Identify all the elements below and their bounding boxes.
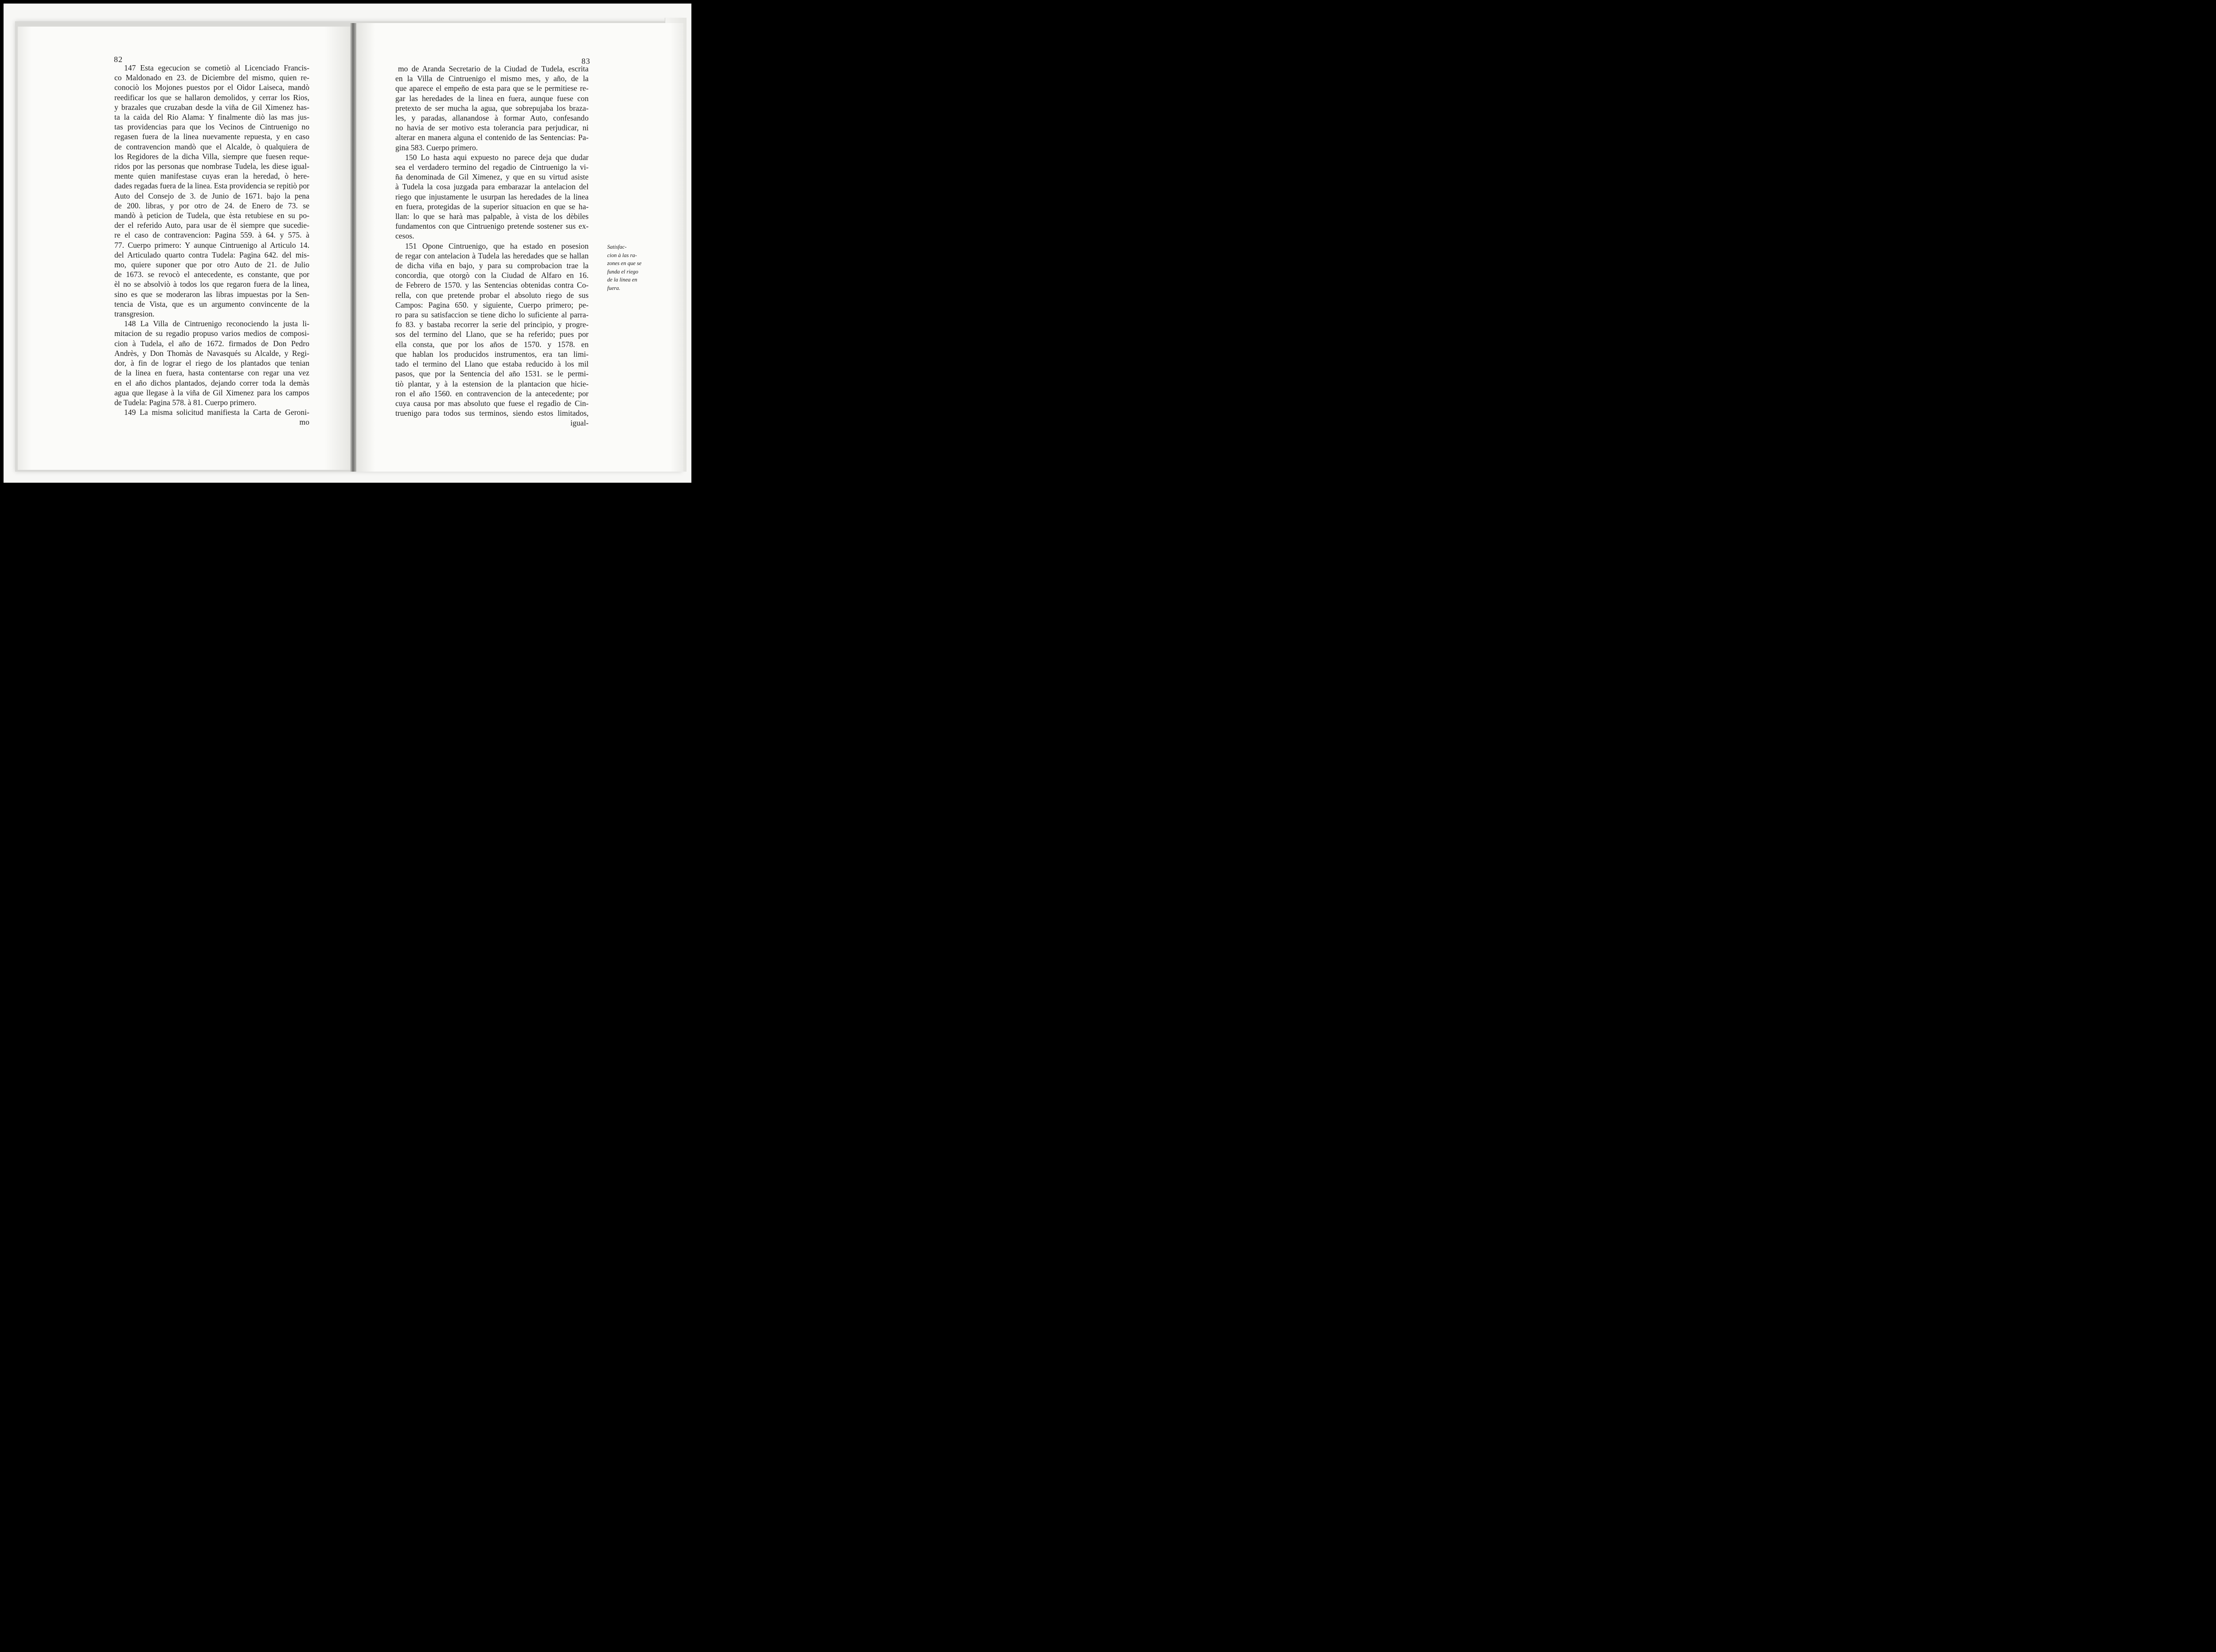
- text-line: Auto del Consejo de 3. de Junio de 1671. bajo la pena: [114, 191, 309, 200]
- text-line: de 1673. se revocò el antecedente, es constante, que por: [114, 270, 309, 279]
- marginal-note-line: funda el riego: [607, 268, 639, 275]
- text-line: pasos, que por la Sentencia del año 1531. se le permi-: [395, 369, 589, 379]
- marginal-note-line: de la linea en: [607, 277, 637, 283]
- text-line: à Tudela la cosa juzgada para embarazar la antelacion del: [395, 182, 589, 191]
- text-line: 147 Esta egecucion se cometiò al Licenciado Francis-: [124, 63, 309, 72]
- text-line: mo, quiere suponer que por otro Auto de 21. de Julio: [114, 260, 309, 269]
- text-line: mo de Aranda Secretario de la Ciudad de Tudela, escrita: [398, 64, 589, 73]
- text-line: llan: lo que se harà mas palpable, à vista de los dèbiles: [395, 212, 589, 221]
- text-line: 151 Opone Cintruenigo, que ha estado en posesion: [405, 241, 589, 250]
- text-line: sino es que se moderaron las libras impuestas por la Sen-: [114, 289, 309, 299]
- text-line: gar las heredades de la linea en fuera, aunque fuese con: [395, 94, 589, 103]
- text-line: conociò los Mojones puestos por el Oìdor Laiseca, mandò: [114, 83, 309, 92]
- text-line: cion à Tudela, el año de 1672. firmados de Don Pedro: [114, 339, 309, 348]
- text-line: riego que injustamente le usurpan las heredades de la linea: [395, 192, 589, 201]
- text-line: mo: [299, 418, 309, 427]
- text-line: regasen fuera de la linea nuevamente repuesta, y en caso: [114, 132, 309, 141]
- text-line: igual-: [570, 418, 589, 428]
- text-line: gina 583. Cuerpo primero.: [395, 143, 478, 152]
- right-page-text: [395, 64, 589, 428]
- left-page-number: 82: [114, 55, 123, 64]
- text-line: no havia de ser motivo esta tolerancia para perjudicar, ni: [395, 123, 589, 133]
- text-line: ella consta, que por los años de 1570. y 1578. en: [395, 340, 589, 349]
- text-line: fundamentos con que Cintruenigo pretende sostener sus ex-: [395, 222, 589, 231]
- text-line: tas providencias para que los Vecinos de Cintruenigo no: [114, 122, 309, 132]
- marginal-note-line: cion à las ra-: [607, 252, 637, 258]
- text-line: los Regidores de la dicha Villa, siempre que fuesen reque-: [114, 152, 309, 161]
- text-line: que hablan los producidos instrumentos, era tan limi-: [395, 349, 589, 359]
- text-line: y brazales que cruzaban desde la viña de Gil Ximenez has-: [114, 102, 309, 112]
- text-line: sea el verdadero termino del regadio de Cintruenigo la vi-: [395, 163, 589, 172]
- text-line: fo 83. y bastaba recorrer la serie del principio, y progre-: [395, 320, 589, 329]
- text-line: en la Villa de Cintruenigo el mismo mes, y año, de la: [395, 74, 589, 83]
- text-line: dor, à fin de lograr el riego de los plantados que tenian: [114, 359, 309, 368]
- text-line: transgresion.: [114, 309, 155, 319]
- text-line: pretexto de ser mucha la agua, que sobrepujaba los braza-: [395, 103, 589, 113]
- text-line: concordia, que otorgò con la Ciudad de Alfaro en 16.: [395, 271, 589, 280]
- text-line: de contravencion mandò que el Alcalde, ò qualquiera de: [114, 142, 309, 151]
- text-line: mitacion de su regadio propuso varios medios de composi-: [114, 329, 309, 338]
- left-page-text: [114, 63, 309, 427]
- text-line: en fuera, protegidas de la superior situacion en que se ha-: [395, 202, 589, 211]
- text-line: ridos por las personas que nombrase Tudela, les diese igual-: [114, 162, 309, 171]
- text-line: de Febrero de 1570. y las Sentencias obtenidas contra Co-: [395, 281, 589, 290]
- marginal-note: [607, 243, 642, 292]
- marginal-note-line: zones en que se: [607, 260, 642, 266]
- text-line: mente quien manifestase cuyas eran la heredad, ò here-: [114, 172, 309, 181]
- text-line: tiò plantar, y à la estension de la plantacion que hicie-: [395, 379, 589, 388]
- text-line: de dicha viña en bajo, y para su comprobacion trae la: [395, 261, 589, 270]
- text-line: 148 La Villa de Cintruenigo reconociendo la justa li-: [124, 319, 309, 328]
- text-line: 150 Lo hasta aqui expuesto no parece deja que dudar: [405, 152, 589, 162]
- marginal-note-line: Satisfac-: [607, 244, 627, 250]
- text-line: ron el año 1560. en contravencion de la antecedente; por: [395, 389, 589, 398]
- text-line: Campos: Pagina 650. y siguiente, Cuerpo primero; pe-: [395, 300, 589, 309]
- text-line: èl no se absolviò à todos los que regaron fuera de la linea,: [114, 280, 309, 289]
- text-line: rella, con que pretende probar el absoluto riego de sus: [395, 290, 589, 300]
- text-line: co Maldonado en 23. de Diciembre del mismo, quien re-: [114, 73, 309, 82]
- text-line: ña denominada de Gil Ximenez, y que en su virtud asiste: [395, 172, 589, 182]
- text-line: en el año dichos plantados, dejando correr toda la demàs: [114, 378, 309, 387]
- text-line: dades regadas fuera de la linea. Esta providencia se repitiò por: [114, 181, 309, 191]
- text-line: agua que llegase à la viña de Gil Ximenez para los campos: [114, 388, 309, 397]
- text-line: de regar con antelacion à Tudela las heredades que se hallan: [395, 251, 589, 260]
- text-line: 149 La misma solicitud manifiesta la Carta de Geroni-: [124, 408, 309, 417]
- text-line: sos del termino del Llano, que se ha referido; pues por: [395, 330, 589, 339]
- text-line: mandò à peticion de Tudela, que èsta retubiese en su po-: [114, 211, 309, 220]
- text-line: tado el termino del Llano que estaba reducido à los mil: [395, 359, 589, 369]
- text-line: que aparece el empeño de esta para que se le permitiese re-: [395, 84, 589, 93]
- right-page-number: 83: [581, 57, 590, 66]
- text-line: tencia de Vista, que es un argumento convincente de la: [114, 299, 309, 309]
- text-line: alterar en manera alguna el contenido de las Sentencias: Pa-: [395, 133, 589, 142]
- text-line: truenigo para todos sus terminos, siendo estos limitados,: [395, 409, 589, 418]
- book-gutter: [350, 23, 356, 472]
- text-line: de 200. libras, y por otro de 24. de Enero de 73. se: [114, 201, 309, 210]
- text-line: ta la caìda del Rio Alama: Y finalmente diò las mas jus-: [114, 113, 309, 122]
- text-line: de la linea en fuera, hasta contentarse con regar una vez: [114, 368, 309, 378]
- text-line: der el referido Auto, para usar de èl siempre que sucedie-: [114, 221, 309, 230]
- text-line: re el caso de contravencion: Pagina 559. à 64. y 575. à: [114, 230, 309, 240]
- text-line: del Articulado quarto contra Tudela: Pagina 642. del mis-: [114, 250, 309, 259]
- text-line: les, y paradas, allanandose à formar Auto, confesando: [395, 113, 589, 123]
- text-line: reedificar los que se hallaron demolidos, y cerrar los Rios,: [114, 93, 309, 102]
- text-line: 77. Cuerpo primero: Y aunque Cintruenigo al Articulo 14.: [114, 240, 309, 250]
- text-line: de Tudela: Pagina 578. à 81. Cuerpo primero.: [114, 398, 257, 407]
- text-line: Andrès, y Don Thomàs de Navasqués su Alcalde, y Regi-: [114, 348, 309, 358]
- text-line: ro para su satisfaccion se tiene dicho lo suficiente al parra-: [395, 310, 589, 320]
- marginal-note-line: fuera.: [607, 285, 620, 291]
- text-line: cesos.: [395, 231, 414, 241]
- text-line: cuya causa por mas absoluto que fuese el regadìo de Cin-: [395, 398, 589, 408]
